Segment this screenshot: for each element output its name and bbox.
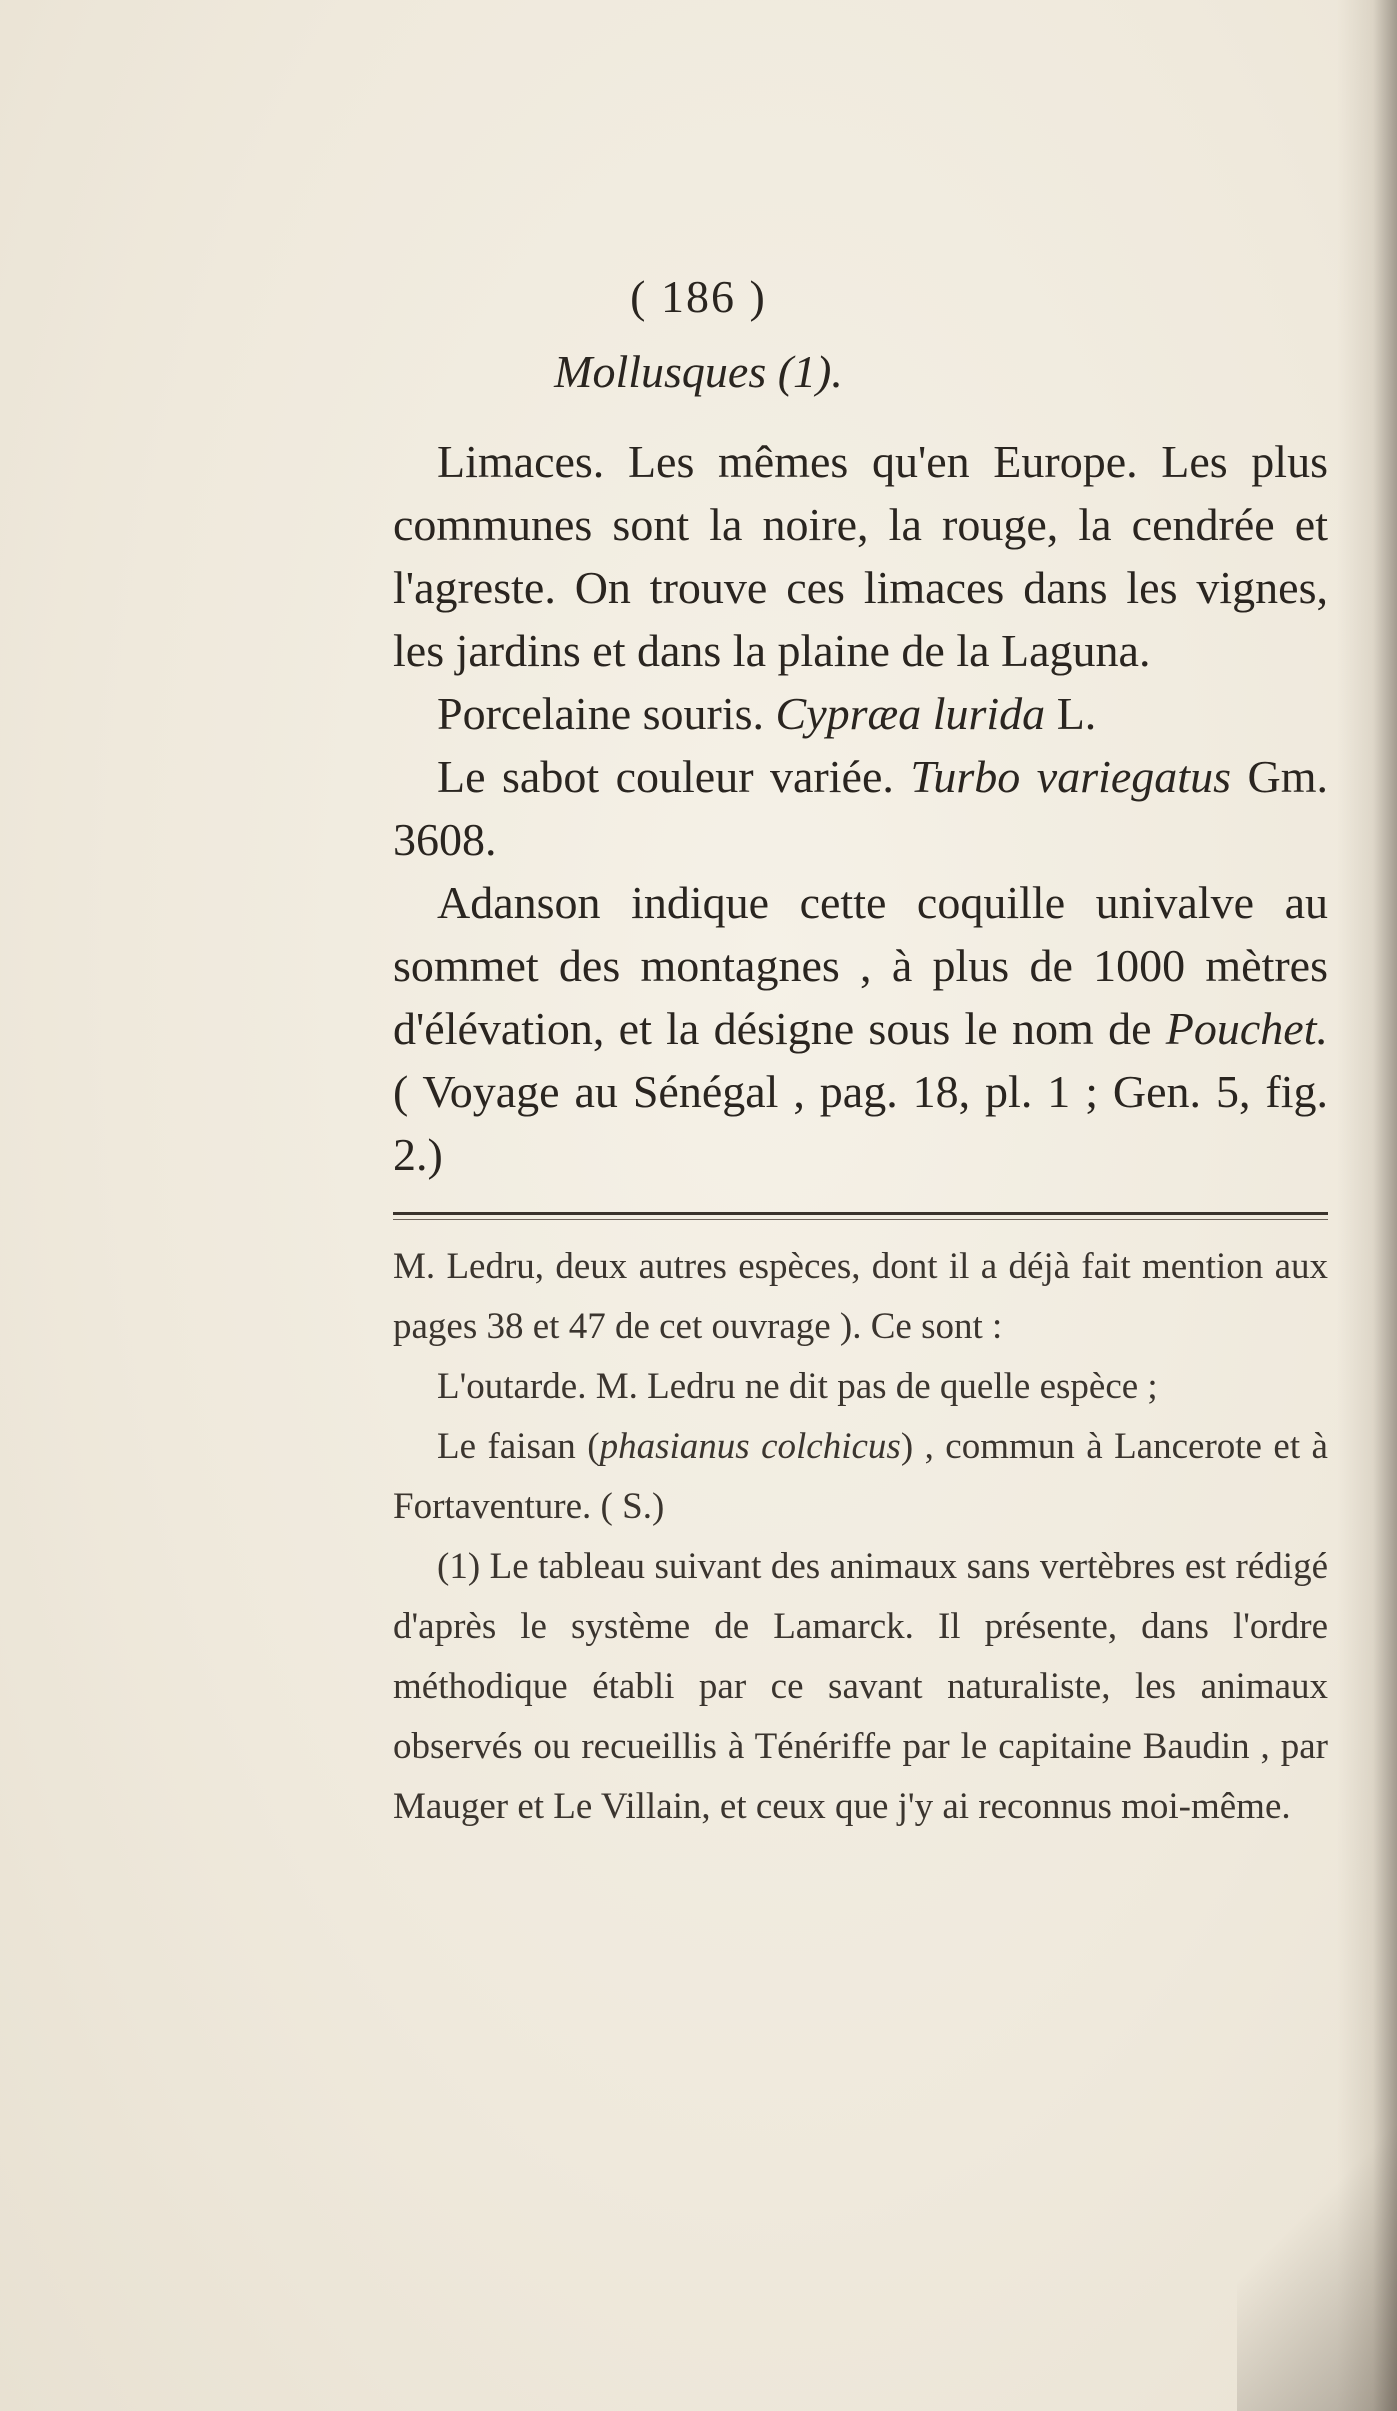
note-outarde: L'outarde. M. Ledru ne dit pas de quelle espèce ; [437, 1366, 1158, 1407]
footnotes [393, 1237, 1328, 1837]
paragraph-porcelaine: Porcelaine souris. Cypræa lurida L. [437, 688, 1097, 739]
paragraph-adanson: Adanson indique cette coquille univalve au sommet des montagnes , à plus de 1000 mètres d'élévation, et la désigne sous le nom de Pouchet. ( Voyage au Sénégal , pag. 18, pl. 1 ; Gen. 5, fig. 2.) [393, 877, 1328, 1180]
footnote-1: (1) Le tableau suivant des animaux sans vertèbres est rédigé d'après le système de Lamarck. Il présente, dans l'ordre méthodique établi par ce savant naturaliste, les animaux observés ou recueillis à Ténériffe par le capitaine Baudin , par Mauger et Le Villain, et ceux que j'y ai reconnus moi-même. [393, 1546, 1328, 1827]
note-faisan: Le faisan (phasianus colchicus) , commun à Lancerote et à Fortaventure. ( S.) [393, 1426, 1328, 1527]
page-number: ( 186 ) [630, 271, 767, 322]
paragraph-limaces: Limaces. Les mêmes qu'en Europe. Les plus communes sont la noire, la rouge, la cendrée et l'agreste. On trouve ces limaces dans les vignes, les jardins et dans la plaine de la Laguna. [393, 436, 1328, 676]
paragraph-sabot: Le sabot couleur variée. Turbo variegatus Gm. 3608. [393, 751, 1328, 865]
section-heading: Mollusques (1). [554, 346, 843, 397]
page-edge-shadow [1237, 1991, 1397, 2411]
note-ledru: M. Ledru, deux autres espèces, dont il a déjà fait mention aux pages 38 et 47 de cet ouvrage ). Ce sont : [393, 1246, 1328, 1347]
footnote-rule [393, 1212, 1328, 1215]
footnote-rule-thin [393, 1219, 1328, 1220]
main-text [393, 430, 1328, 1186]
